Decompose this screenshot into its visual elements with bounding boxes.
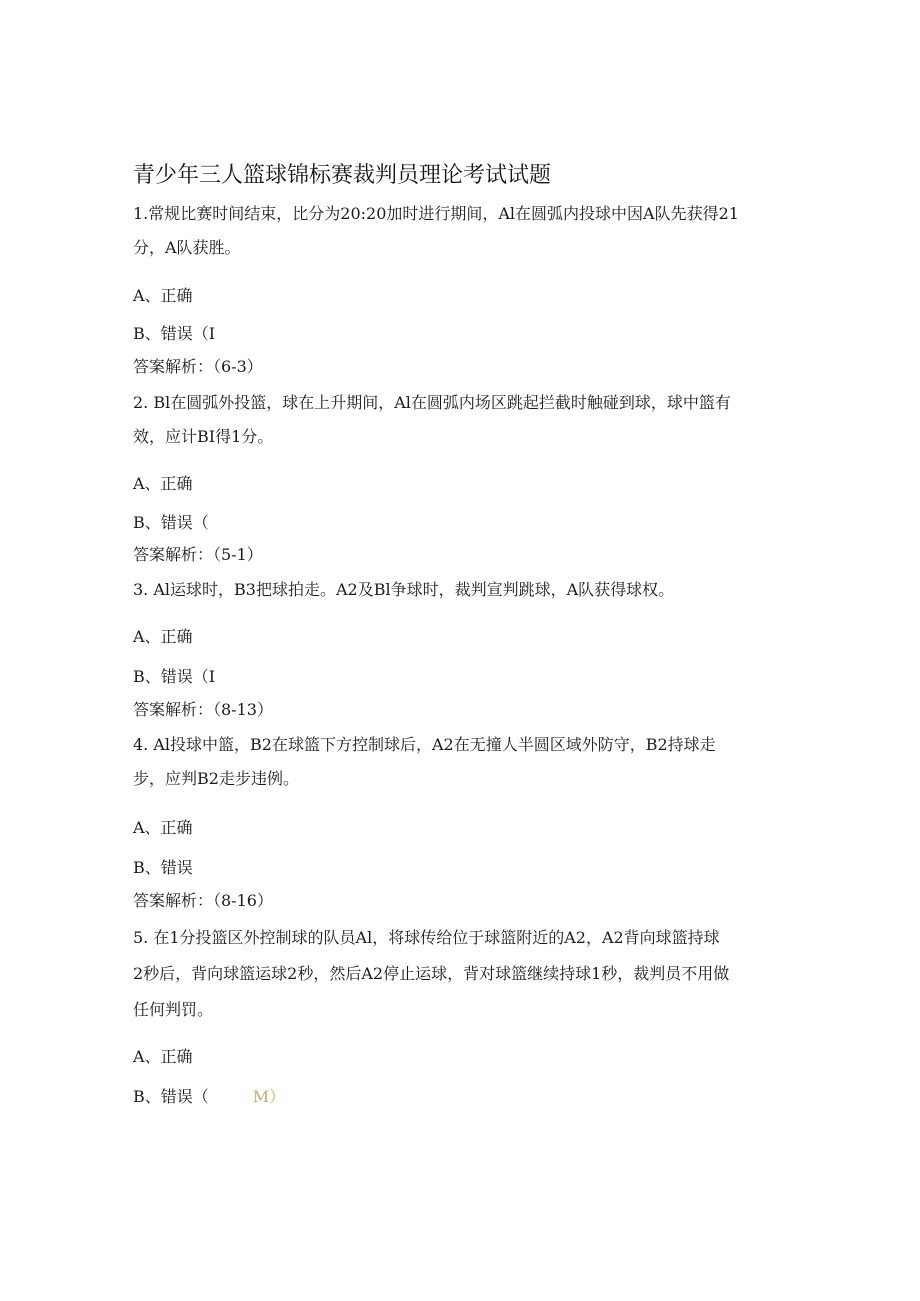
question-2-answer: 答案解析：（5-1） bbox=[133, 545, 263, 564]
question-1-stem-line-2: 分，A队获胜。 bbox=[133, 238, 241, 257]
document-title: 青少年三人篮球锦标赛裁判员理论考试试题 bbox=[133, 163, 552, 188]
question-4-option-a: A、正确 bbox=[133, 818, 193, 837]
question-5-option-b-text: B、错误（ bbox=[133, 1087, 209, 1106]
question-5-stem-line-2: 2秒后，背向球篮运球2秒，然后A2停止运球，背对球篮继续持球1秒，裁判员不用做 bbox=[133, 964, 730, 983]
question-4-stem-line-1: 4. Al投球中篮，B2在球篮下方控制球后，A2在无撞人半圆区域外防守，B2持球走 bbox=[133, 735, 716, 754]
question-1-answer: 答案解析：（6-3） bbox=[133, 357, 263, 376]
question-3-stem-line-1: 3. Al运球时，B3把球拍走。A2及Bl争球时，裁判宣判跳球，A队获得球权。 bbox=[133, 580, 675, 599]
question-4-answer: 答案解析：（8-16） bbox=[133, 891, 273, 910]
question-3-answer: 答案解析：（8-13） bbox=[133, 700, 273, 719]
question-5-stem-line-1: 5. 在1分投篮区外控制球的队员Al，将球传给位于球篮附近的A2，A2背向球篮持球 bbox=[133, 928, 720, 947]
question-2-option-b: B、错误（ bbox=[133, 513, 209, 532]
question-2-stem-line-1: 2. Bl在圆弧外投篮，球在上升期间，Al在圆弧内场区跳起拦截时触碰到球，球中篮有 bbox=[133, 393, 731, 412]
question-3-option-a: A、正确 bbox=[133, 627, 193, 646]
question-5-stem-line-3: 任何判罚。 bbox=[133, 1000, 214, 1019]
question-5-option-b bbox=[133, 1087, 285, 1107]
question-5-option-a: A、正确 bbox=[133, 1047, 193, 1066]
question-2-option-a: A、正确 bbox=[133, 474, 193, 493]
question-1-option-a: A、正确 bbox=[133, 286, 193, 305]
question-5-option-b-faded-mark: M） bbox=[252, 1087, 286, 1106]
question-1-stem-line-1: 1.常规比赛时间结束，比分为20:20加时进行期间，Al在圆弧内投球中因A队先获得21 bbox=[133, 204, 739, 223]
question-4-stem-line-2: 步，应判B2走步违例。 bbox=[133, 769, 299, 788]
question-2-stem-line-2: 效，应计BI得1分。 bbox=[133, 427, 274, 446]
question-3-option-b: B、错误（I bbox=[133, 667, 216, 686]
question-1-option-b: B、错误（I bbox=[133, 324, 216, 343]
question-4-option-b: B、错误 bbox=[133, 858, 193, 877]
